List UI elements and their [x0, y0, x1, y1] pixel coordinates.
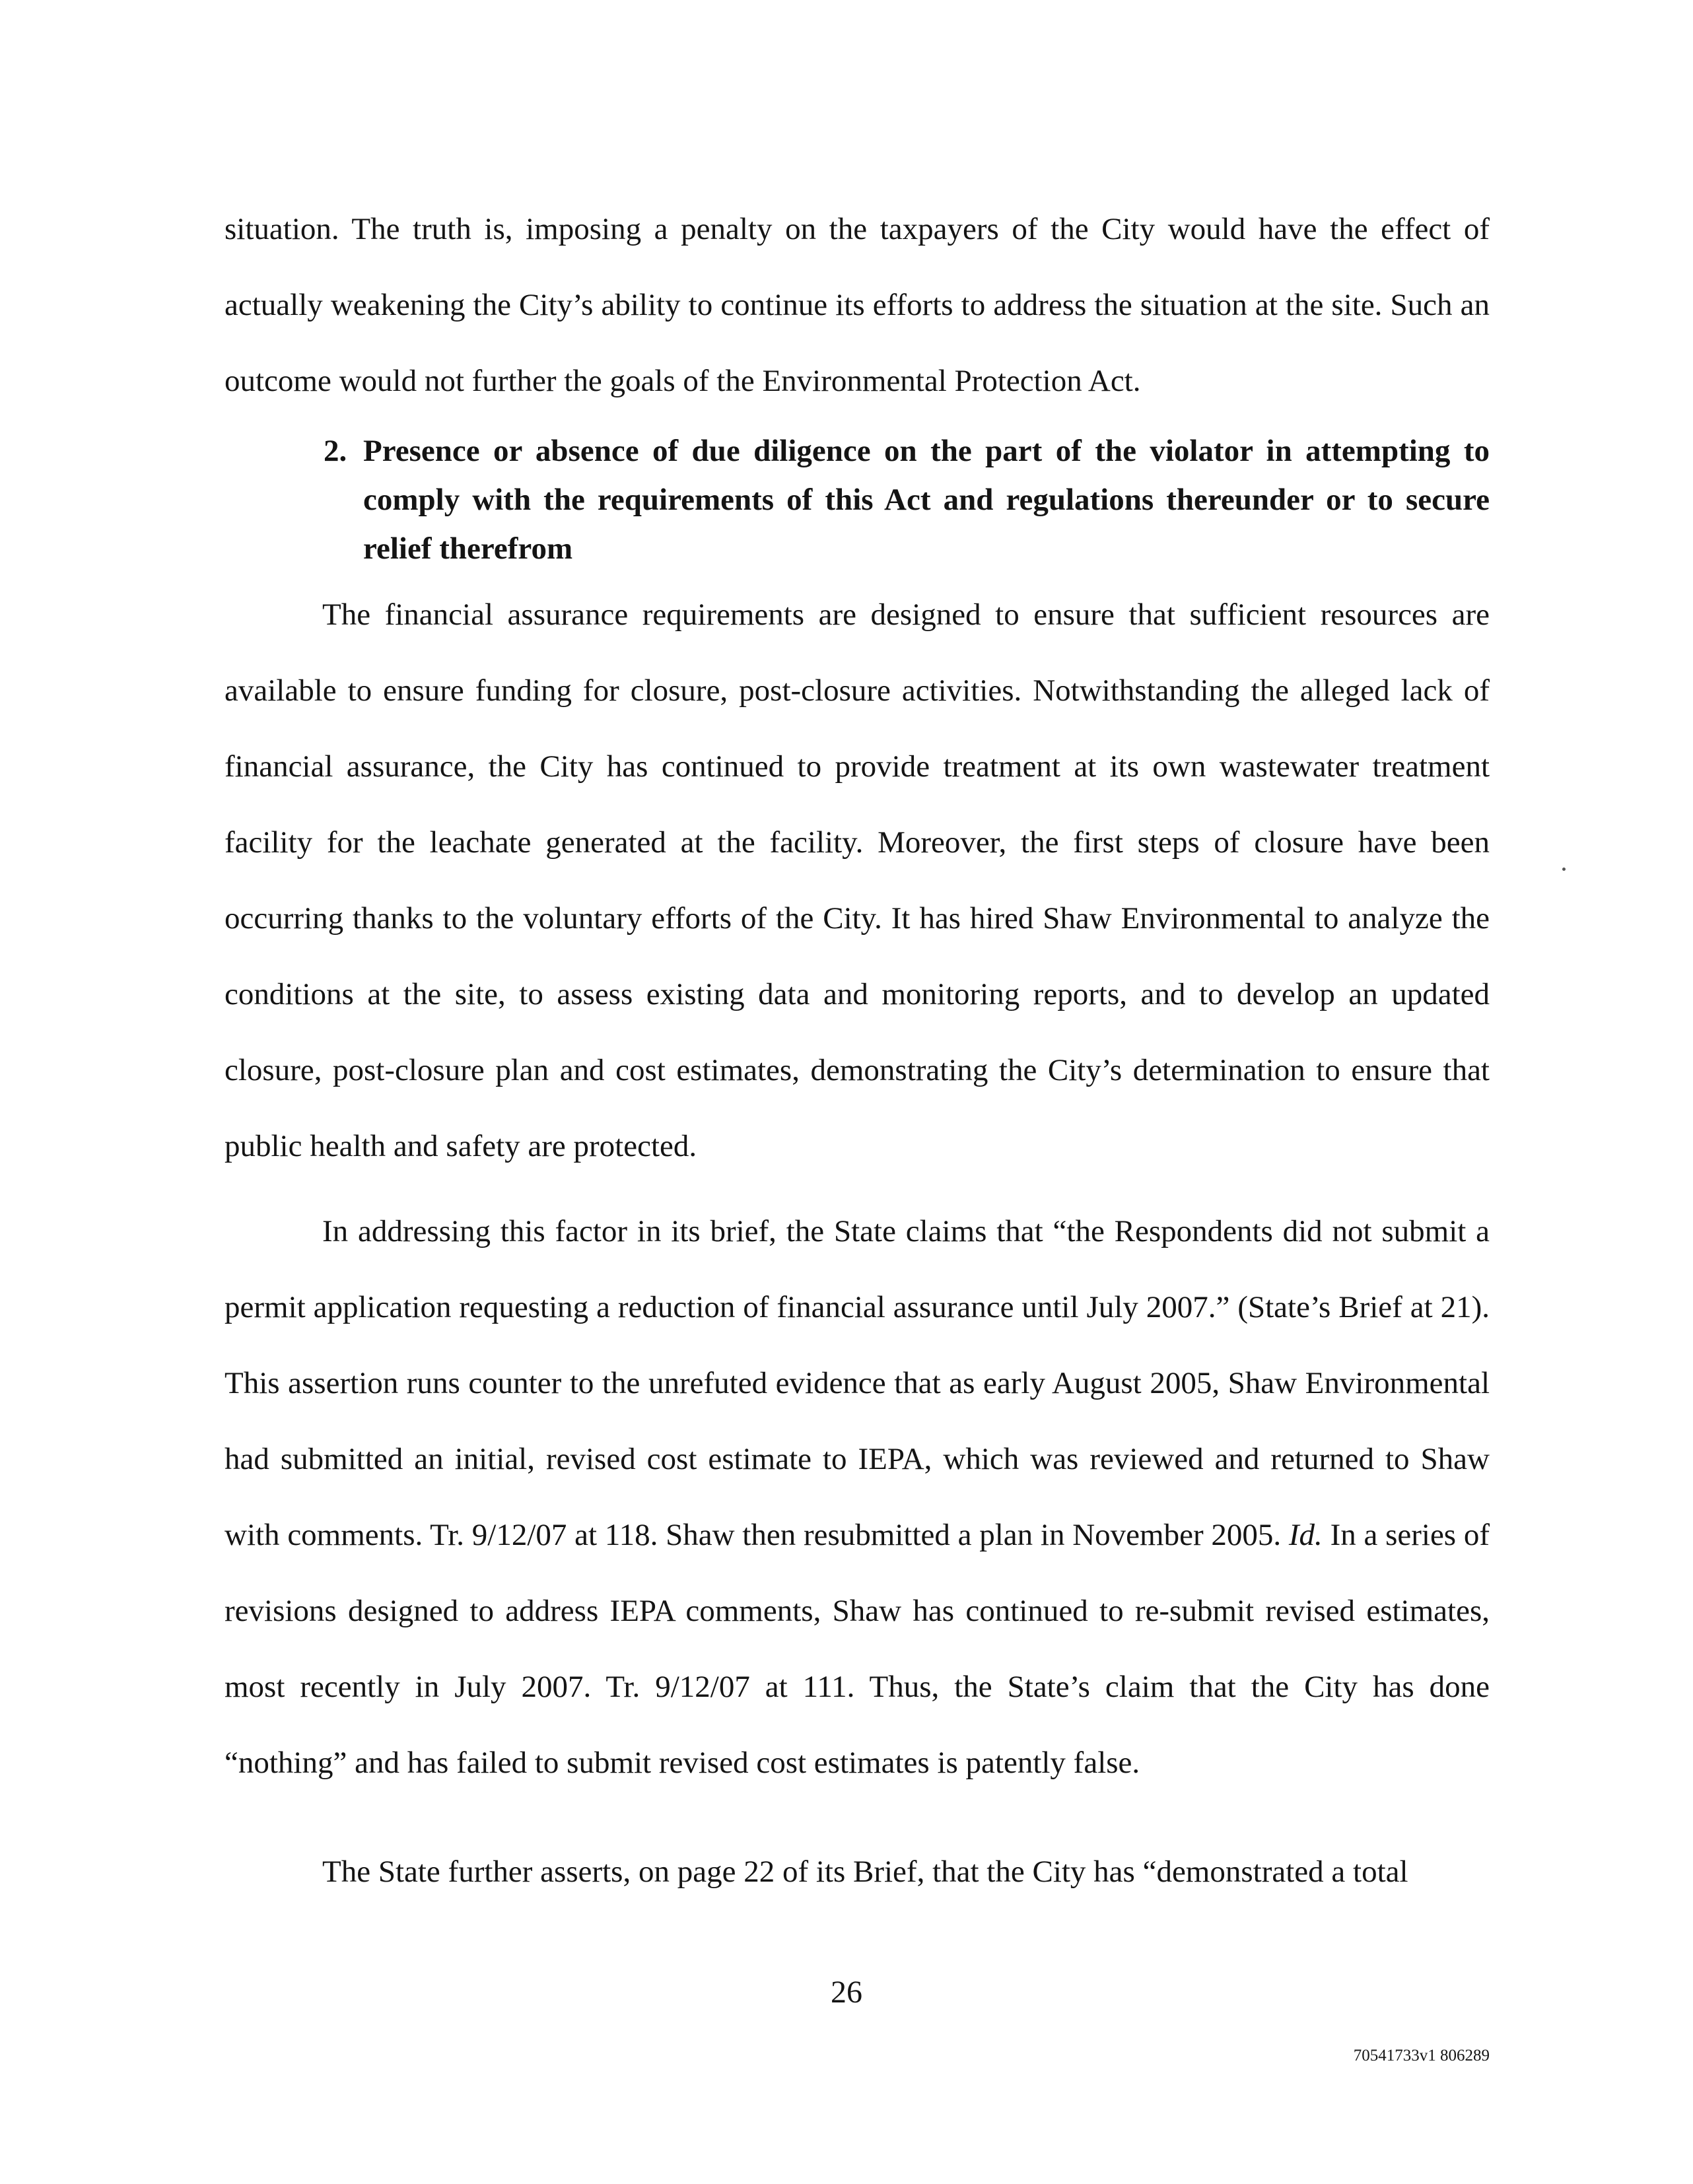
paragraph-continuation — [225, 191, 1490, 419]
section-heading — [324, 427, 1490, 573]
paragraph-text: In a series of revisions designed to address IEPA comments, Shaw has continued to re-submit revised estimates, most recently in July 2007. Tr. 9/12/07 at 111. Thus, the State’s claim that the City has done “nothing” and has failed to submit revised cost estimates is patently false. — [225, 1518, 1490, 1780]
paragraph-text: The State further asserts, on page 22 of its Brief, that the City has “demonstrated a total — [322, 1855, 1408, 1889]
scan-speck — [1562, 868, 1566, 871]
heading-number: 2. — [324, 434, 347, 468]
document-id: 70541733v1 806289 — [1353, 2047, 1490, 2065]
paragraph-state-claims — [225, 1194, 1490, 1801]
paragraph-text: situation. The truth is, imposing a penalty on the taxpayers of the City would have the effect of actually weakening the City’s ability to continue its efforts to address the situation at the site. Such an outcome would not further the goals of the Environmental Protection Act. — [225, 212, 1490, 398]
paragraph-text: The financial assurance requirements are designed to ensure that sufficient resources are available to ensure funding for closure, post-closure activities. Notwithstanding the alleged lack of financial assurance, the City has continued to provide treatment at its own wastewater treatment facility for the leachate generated at the facility. Moreover, the first steps of closure have been occurring thanks to the voluntary efforts of the City. It has hired Shaw Environmental to analyze the conditions at the site, to assess existing data and monitoring reports, and to develop an updated closure, post-closure plan and cost estimates, demonstrating the City’s determination to ensure that public health and safety are protected. — [225, 597, 1490, 1163]
citation-id: Id. — [1288, 1518, 1323, 1552]
paragraph-state-further — [225, 1834, 1490, 1910]
heading-text: Presence or absence of due diligence on the part of the violator in attempting to comply with the requirements of this Act and regulations thereunder or to secure relief therefrom — [363, 434, 1490, 566]
page-number: 26 — [831, 1975, 862, 2010]
paragraph-text: In addressing this factor in its brief, the State claims that “the Respondents did not submit a permit application requesting a reduction of financial assurance until July 2007.” (State’s Brief at 21). This assertion runs counter to the unrefuted evidence that as early August 2005, Shaw Environmental had submitted an initial, revised cost estimate to IEPA, which was reviewed and returned to Shaw with comments. Tr. 9/12/07 at 118. Shaw then resubmitted a plan in November 2005. — [225, 1214, 1490, 1552]
paragraph-financial-assurance — [225, 577, 1490, 1184]
